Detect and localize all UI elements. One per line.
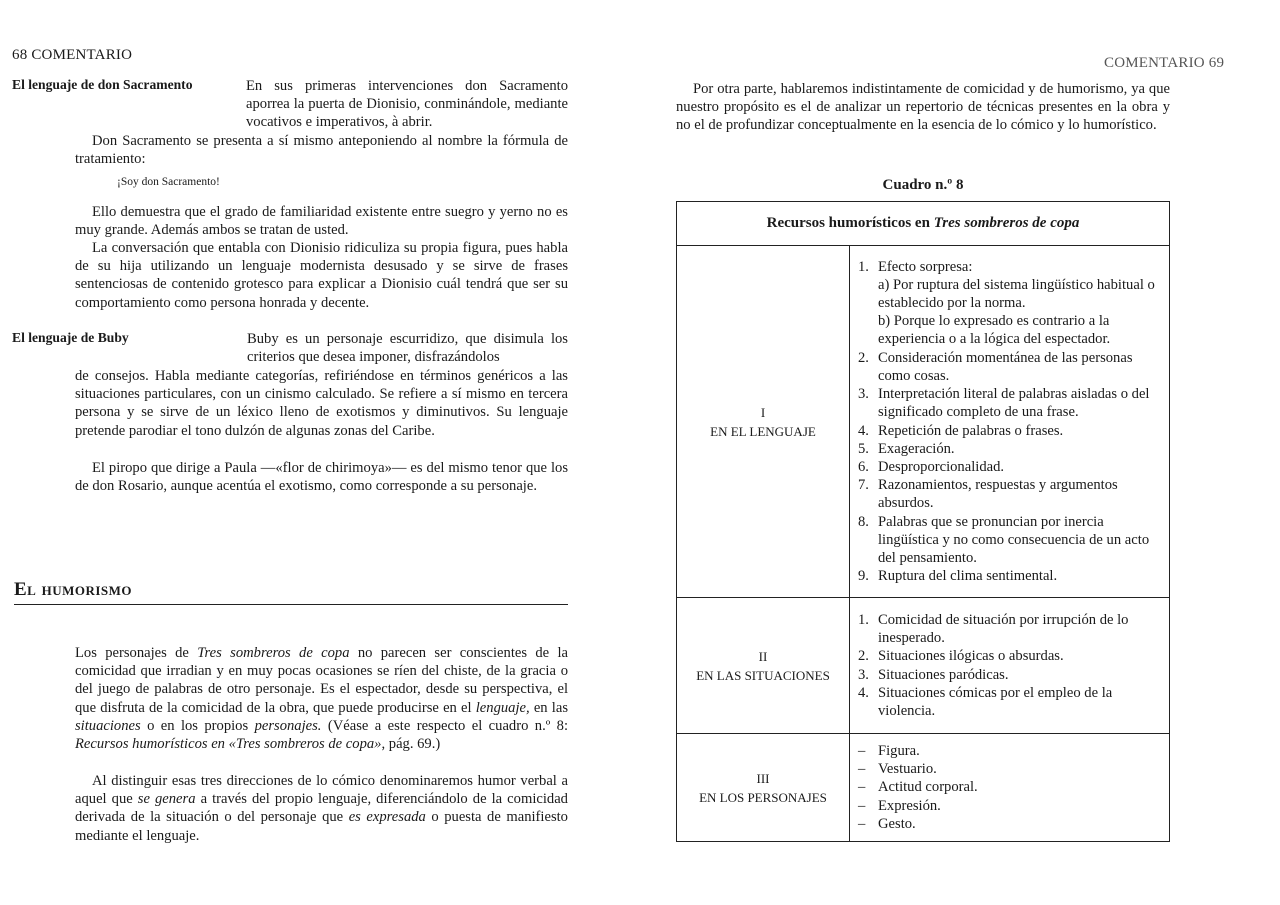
- right-intro-paragraph: Por otra parte, hablaremos indistintamente de comicidad y de humorismo, ya que nuestro propósito es el de analizar un repertorio de técnicas presentes en la obra y no el de profundizar conceptualmente en la esencia de lo cómico y lo humorístico.: [676, 81, 1170, 134]
- list-item: – Expresión.: [858, 797, 941, 814]
- list-item: 2. Consideración momentánea de las personas como cosas.: [858, 349, 1133, 384]
- list-item: – Vestuario.: [858, 761, 937, 778]
- sacramento-paragraph-3: La conversación que entabla con Dionisio ridiculiza su propia figura, pues habla de su hija utilizando un lenguaje modernista desusado y se sirve de frases sentenciosas de contenido grotesco para explicar a Dionisio cuál tendrá que ser su comportamiento como persona honrada y decente.: [75, 240, 568, 311]
- sub-item: b) Porque lo expresado es contrario a la experiencia o a la lógica del espectador.: [878, 313, 1111, 348]
- list-item: 9. Ruptura del clima sentimental.: [858, 568, 1058, 585]
- sacramento-lead: En sus primeras intervenciones don Sacramento aporrea la puerta de Dionisio, conminándole, mediante vocativos e imperativos, à abrir.: [246, 78, 568, 131]
- list-item: 1. Comicidad de situación por irrupción de lo inesperado.: [858, 611, 1129, 647]
- items-lenguaje: [850, 246, 1170, 598]
- list-item: – Figura.: [858, 742, 920, 759]
- list-item: 8. Palabras que se pronuncian por inercia lingüística y no como consecuencia de un acto del pensamiento.: [858, 513, 1150, 566]
- list-item: 4. Situaciones cómicas por el empleo de la violencia.: [858, 684, 1113, 719]
- category-numeral: II: [758, 648, 768, 664]
- category-numeral: I: [760, 404, 766, 420]
- side-heading-sacramento: El lenguaje de don Sacramento: [12, 77, 193, 92]
- list-item: 3. Interpretación literal de palabras aisladas o del significado completo de una frase.: [858, 386, 1150, 421]
- items-personajes: [850, 734, 1170, 842]
- humor-resources-table: [676, 201, 1170, 842]
- left-running-head: 68 COMENTARIO: [12, 47, 133, 63]
- list-item: – Actitud corporal.: [858, 779, 978, 796]
- list-item: 3. Situaciones paródicas.: [858, 666, 1009, 683]
- list-item: 7. Razonamientos, respuestas y argumentos absurdos.: [858, 477, 1118, 512]
- right-running-head: COMENTARIO 69: [1104, 55, 1225, 71]
- category-label: EN EL LENGUAJE: [710, 423, 816, 439]
- category-numeral: III: [756, 770, 770, 786]
- sacramento-paragraph-2: Ello demuestra que el grado de familiaridad existente entre suegro y yerno no es muy grande. Además ambos se tratan de usted.: [75, 204, 568, 239]
- sub-item: a) Por ruptura del sistema lingüístico habitual o establecido por la norma.: [878, 276, 1155, 312]
- list-item: 4. Repetición de palabras o frases.: [858, 422, 1064, 439]
- buby-paragraph-1: de consejos. Habla mediante categorías, refiriéndose en términos genéricos a las situaciones particulares, con un cinismo calculado. Se refiere a sí mismo en tercera persona y se sirve de un léxico lleno de exotismos y diminutivos. Su lenguaje pretende parodiar el tono dulzón de algunas zonas del Caribe.: [75, 368, 568, 439]
- sacramento-paragraph-1: Don Sacramento se presenta a sí mismo anteponiendo al nombre la fórmula de tratamiento:: [75, 133, 568, 168]
- humorismo-paragraph-1: Los personajes de Tres sombreros de copa no parecen ser conscientes de la comicidad que irradian y en muy pocas ocasiones se ríen del chiste, de la gracia o del juego de palabras de otro personaje. Es el espectador, desde su perspectiva, el que disfruta de la comicidad de la obra, que puede producirse en el lenguaje, en las situaciones o en los propios personajes. (Véase a este respecto el cuadro n.º 8: Recursos humorísticos en «Tres sombreros de copa», pág. 69.): [75, 645, 568, 753]
- section-rule: [14, 604, 568, 605]
- items-situaciones: [850, 598, 1170, 734]
- table-caption: Cuadro n.º 8: [882, 177, 964, 193]
- side-heading-buby: El lenguaje de Buby: [12, 330, 129, 345]
- category-situaciones: [677, 598, 850, 734]
- list-item: – Gesto.: [858, 815, 916, 832]
- section-title-humorismo: El humorismo: [14, 579, 133, 600]
- buby-lead: Buby es un personaje escurridizo, que disimula los criterios que desea imponer, disfrazándolos: [247, 331, 568, 366]
- list-item: 6. Desproporcionalidad.: [858, 458, 1005, 475]
- humorismo-paragraph-2: Al distinguir esas tres direcciones de lo cómico denominaremos humor verbal a aquel que se genera a través del propio lenguaje, diferenciándolo de la comicidad derivada de la situación o del personaje que es expresada o puesta de manifiesto mediante el lenguaje.: [75, 773, 568, 844]
- category-personajes: [677, 734, 850, 842]
- list-item: 1. Efecto sorpresa: a) Por ruptura del sistema lingüístico habitual o establecido por la norma. b) Porque lo expresado es contrario a la experiencia o a la lógica del espectador.: [858, 258, 1161, 349]
- list-item: 2. Situaciones ilógicas o absurdas.: [858, 648, 1064, 665]
- buby-paragraph-2: El piropo que dirige a Paula —«flor de chirimoya»— es del mismo tenor que los de don Rosario, aunque acentúa el exotismo, como corresponde a su personaje.: [75, 460, 568, 495]
- list-item: 5. Exageración.: [858, 440, 955, 457]
- category-label: EN LOS PERSONAJES: [699, 789, 827, 805]
- category-lenguaje: [677, 246, 850, 598]
- category-label: EN LAS SITUACIONES: [696, 667, 830, 683]
- sacramento-quote: ¡Soy don Sacramento!: [117, 176, 220, 188]
- table-heading: Recursos humorísticos en Tres sombreros de copa: [677, 202, 1170, 246]
